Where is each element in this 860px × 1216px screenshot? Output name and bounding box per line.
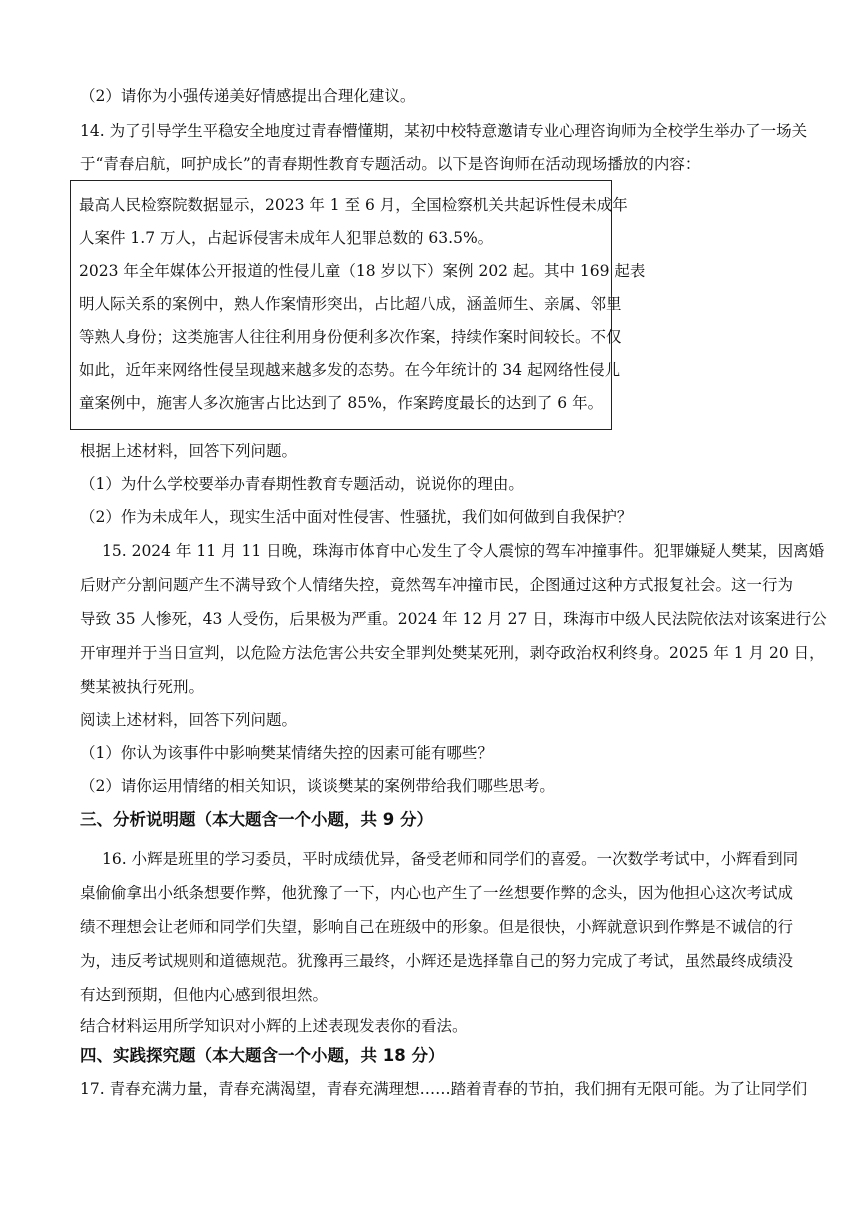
q15-para-line-2: 后财产分割问题产生不满导致个人情绪失控，竟然驾车冲撞市民，企图通过这种方式报复社会。这一行为 [80,576,794,594]
material-box [70,180,646,430]
q14-prompt: 根据上述材料，回答下列问题。 [80,442,298,460]
q16-prompt: 结合材料运用所学知识对小辉的上述表现发表你的看法。 [80,1017,468,1035]
box-line-2: 人案件 1.7 万人，占起诉侵害未成年人犯罪总数的 63.5%。 [79,229,494,247]
q15-para-line-1: 15. 2024 年 11 月 11 日晚，珠海市体育中心发生了令人震惊的驾车冲撞事件。犯罪嫌疑人樊某，因离婚 [102,542,825,560]
box-line-4: 明人际关系的案例中，熟人作案情形突出，占比超八成，涵盖师生、亲属、邻里 [79,295,622,313]
section4-heading: 四、实践探究题（本大题含一个小题，共 18 分） [80,1046,445,1065]
box-line-5: 等熟人身份；这类施害人往往利用身份便利多次作案，持续作案时间较长。不仅 [79,328,622,346]
q15-para-line-4: 开审理并于当日宣判，以危险方法危害公共安全罪判处樊某死刑，剥夺政治权利终身。2025 年 1 月 20 日， [80,644,825,662]
q14-sub1: （1）为什么学校要举办青春期性教育专题活动，说说你的理由。 [80,475,524,493]
q16-para-line-2: 桌偷偷拿出小纸条想要作弊，他犹豫了一下，内心也产生了一丝想要作弊的念头，因为他担心这次考试成 [80,884,794,902]
q15-sub1: （1）你认为该事件中影响樊某情绪失控的因素可能有哪些？ [80,744,493,762]
q15-para-line-5: 樊某被执行死刑。 [80,678,205,696]
q16-para-line-1: 16. 小辉是班里的学习委员，平时成绩优异，备受老师和同学们的喜爱。一次数学考试中，小辉看到同 [102,850,799,868]
box-line-1: 最高人民检察院数据显示，2023 年 1 至 6 月，全国检察机关共起诉性侵未成年 [79,196,628,214]
box-line-3: 2023 年全年媒体公开报道的性侵儿童（18 岁以下）案例 202 起。其中 169 起表 [79,262,646,280]
section3-heading: 三、分析说明题（本大题含一个小题，共 9 分） [80,810,433,829]
q13-sub2: （2）请你为小强传递美好情感提出合理化建议。 [80,87,416,105]
q15-prompt: 阅读上述材料，回答下列问题。 [80,711,298,729]
q16-para-line-5: 有达到预期，但他内心感到很坦然。 [80,986,329,1004]
q14-sub2: （2）作为未成年人，现实生活中面对性侵害、性骚扰，我们如何做到自我保护？ [80,508,633,526]
q17-line-1: 17. 青春充满力量，青春充满渴望，青春充满理想……踏着青春的节拍，我们拥有无限可能。为了让同学们 [80,1080,808,1098]
q15-para-line-3: 导致 35 人惨死，43 人受伤，后果极为严重。2024 年 12 月 27 日，珠海市中级人民法院依法对该案进行公 [80,610,827,628]
q16-para-line-3: 绩不理想会让老师和同学们失望，影响自己在班级中的形象。但是很快，小辉就意识到作弊是不诚信的行 [80,918,794,936]
q14-intro-line-2: 于“青春启航，呵护成长”的青春期性教育专题活动。以下是咨询师在活动现场播放的内容： [80,155,701,173]
box-line-6: 如此，近年来网络性侵呈现越来越多发的态势。在今年统计的 34 起网络性侵儿 [79,361,621,379]
q16-para-line-4: 为，违反考试规则和道德规范。犹豫再三最终，小辉还是选择靠自己的努力完成了考试，虽然最终成绩没 [80,952,794,970]
q15-sub2: （2）请你运用情绪的相关知识，谈谈樊某的案例带给我们哪些思考。 [80,777,555,795]
q14-intro-line-1: 14. 为了引导学生平稳安全地度过青春懵懂期，某初中校特意邀请专业心理咨询师为全校学生举办了一场关 [80,122,808,140]
box-line-7: 童案例中，施害人多次施害占比达到了 85%，作案跨度最长的达到了 6 年。 [79,394,604,412]
